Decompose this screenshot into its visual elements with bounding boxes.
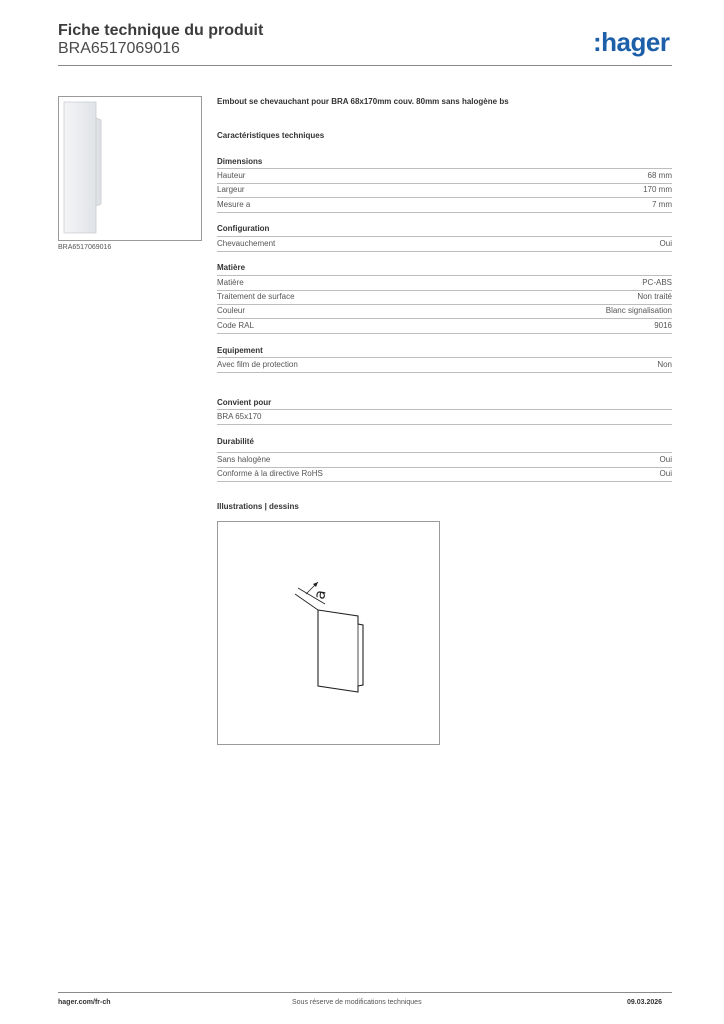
section-title-equipment: Equipement bbox=[217, 346, 263, 355]
spec-value: 9016 bbox=[654, 321, 672, 330]
section-title-suitable-for: Convient pour bbox=[217, 398, 272, 407]
specs-title: Caractéristiques techniques bbox=[217, 131, 325, 140]
spec-label: Chevauchement bbox=[217, 239, 276, 248]
spec-row bbox=[217, 319, 672, 334]
spec-value: 68 mm bbox=[647, 171, 672, 180]
header-divider bbox=[58, 65, 672, 66]
section-title-durability: Durabilité bbox=[217, 437, 254, 446]
product-image-caption: BRA6517069016 bbox=[58, 244, 112, 251]
section-title-material: Matière bbox=[217, 263, 246, 272]
product-reference: BRA6517069016 bbox=[58, 40, 180, 57]
spec-value: 7 mm bbox=[652, 200, 672, 209]
spec-row bbox=[217, 304, 672, 319]
spec-value: Non bbox=[657, 360, 672, 369]
footer-divider bbox=[58, 992, 672, 993]
section-title-dimensions: Dimensions bbox=[217, 157, 263, 166]
spec-row bbox=[217, 198, 672, 213]
spec-label: Traitement de surface bbox=[217, 292, 295, 301]
illustrations-title: Illustrations | dessins bbox=[217, 502, 299, 511]
spec-row bbox=[217, 467, 672, 482]
spec-value: Blanc signalisation bbox=[605, 306, 672, 315]
spec-row bbox=[217, 357, 672, 373]
spec-row bbox=[217, 452, 672, 468]
spec-row bbox=[217, 168, 672, 184]
spec-value: Non traité bbox=[637, 292, 672, 301]
spec-label: Largeur bbox=[217, 185, 245, 194]
spec-value: Oui bbox=[659, 239, 672, 248]
footer-date: 09.03.2026 bbox=[627, 999, 663, 1006]
spec-value: Oui bbox=[659, 455, 672, 464]
illustration-frame bbox=[217, 521, 440, 745]
spec-row bbox=[217, 409, 672, 425]
product-image bbox=[63, 100, 103, 235]
spec-row bbox=[217, 183, 672, 198]
spec-label: Mesure a bbox=[217, 200, 251, 209]
dimension-label-a: a bbox=[310, 588, 330, 601]
spec-label: Matière bbox=[217, 278, 244, 287]
footer-website[interactable]: hager.com/fr-ch bbox=[58, 999, 111, 1006]
hager-logo: :hager bbox=[593, 27, 670, 57]
spec-row bbox=[217, 275, 672, 291]
footer-notice: Sous réserve de modifications techniques bbox=[292, 999, 422, 1006]
spec-row bbox=[217, 236, 672, 252]
product-description: Embout se chevauchant pour BRA 68x170mm couv. 80mm sans halogène bs bbox=[217, 97, 509, 106]
page-title: Fiche technique du produit bbox=[58, 22, 264, 39]
spec-value: PC-ABS bbox=[642, 278, 672, 287]
dimension-drawing bbox=[218, 522, 439, 744]
spec-label: BRA 65x170 bbox=[217, 412, 262, 421]
spec-label: Couleur bbox=[217, 306, 246, 315]
spec-label: Hauteur bbox=[217, 171, 246, 180]
spec-label: Avec film de protection bbox=[217, 360, 298, 369]
section-title-configuration: Configuration bbox=[217, 224, 270, 233]
spec-row bbox=[217, 290, 672, 305]
spec-value: 170 mm bbox=[643, 185, 672, 194]
spec-label: Code RAL bbox=[217, 321, 254, 330]
spec-value: Oui bbox=[659, 469, 672, 478]
spec-label: Sans halogène bbox=[217, 455, 271, 464]
spec-label: Conforme à la directive RoHS bbox=[217, 469, 323, 478]
